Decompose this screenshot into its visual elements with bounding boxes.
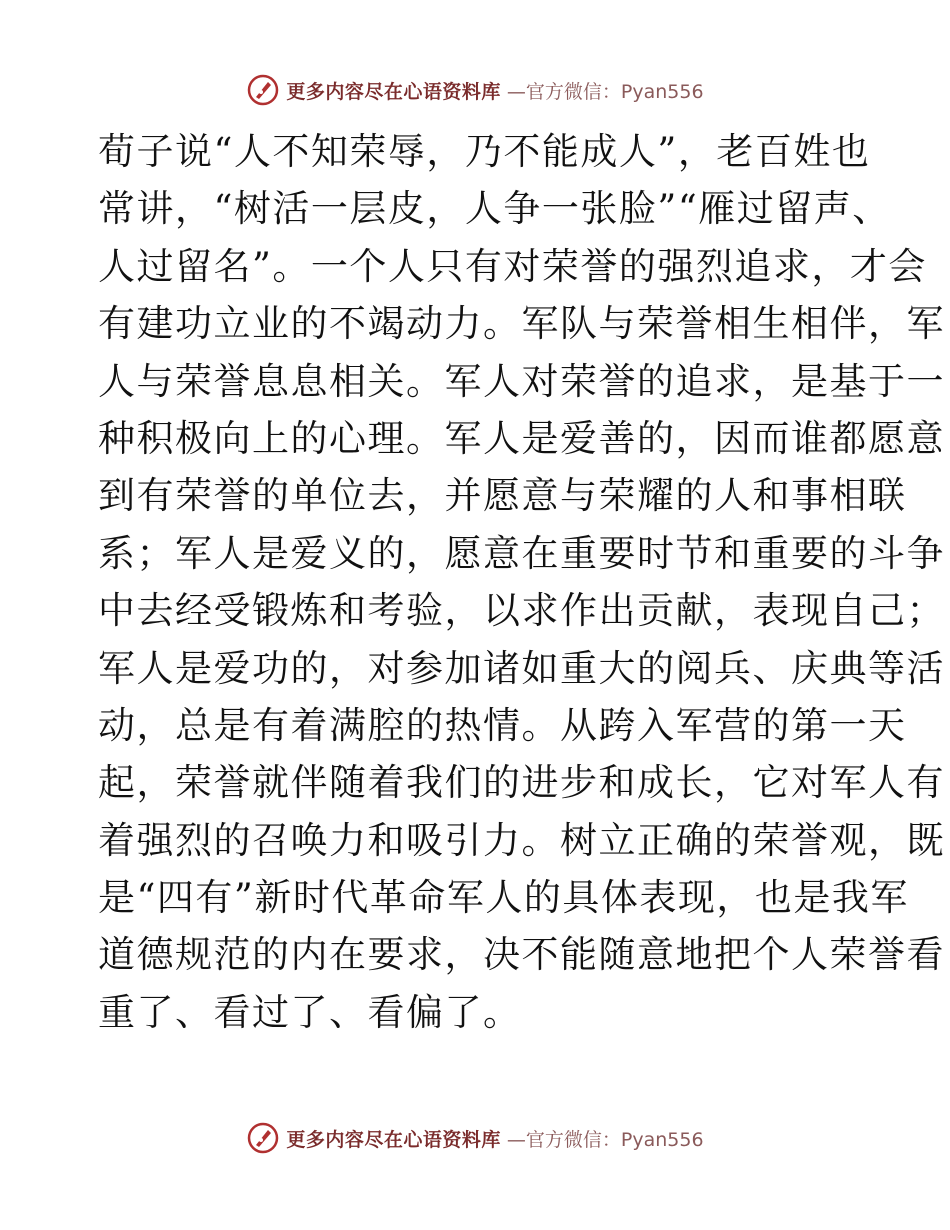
body-line: 起，荣誉就伴随着我们的进步和成长，它对军人有 [98,761,945,805]
body-line: 重了、看过了、看偏了。 [98,990,522,1034]
header-banner [0,70,950,110]
body-line: 中去经受锻炼和考验，以求作出贡献，表现自己； [98,589,945,633]
body-line: 常讲，“树活一层皮，人争一张脸”“雁过留声、 [98,187,891,231]
footer-banner [0,1118,950,1158]
body-line: 军人是爱功的，对参加诸如重大的阅兵、庆典等活 [98,646,945,690]
body-line: 人与荣誉息息相关。军人对荣誉的追求，是基于一 [98,359,945,403]
pen-nib-logo-icon [246,1121,280,1155]
document-body [98,123,945,1041]
banner-main-text: 更多内容尽在心语资料库 [286,80,501,103]
body-line: 荀子说“人不知荣辱，乃不能成人”，老百姓也 [98,130,871,173]
body-line: 有建功立业的不竭动力。军队与荣誉相生相伴，军 [98,302,945,346]
body-line: 着强烈的召唤力和吸引力。树立正确的荣誉观，既 [98,818,945,862]
banner-wechat-text: —官方微信：Pyan556 [506,1128,704,1151]
pen-nib-logo-icon [246,73,280,107]
body-line: 是“四有”新时代革命军人的具体表现，也是我军 [98,876,909,920]
banner-wechat-text: —官方微信：Pyan556 [506,80,704,103]
body-line: 到有荣誉的单位去，并愿意与荣耀的人和事相联 [98,474,907,518]
body-line: 道德规范的内在要求，决不能随意地把个人荣誉看 [98,933,945,977]
body-line: 人过留名”。一个人只有对荣誉的强烈追求，才会 [98,244,927,288]
body-line: 动，总是有着满腔的热情。从跨入军营的第一天 [98,703,907,747]
body-line: 种积极向上的心理。军人是爱善的，因而谁都愿意 [98,416,945,460]
body-line: 系；军人是爱义的，愿意在重要时节和重要的斗争 [98,531,945,575]
banner-main-text: 更多内容尽在心语资料库 [286,1128,501,1151]
